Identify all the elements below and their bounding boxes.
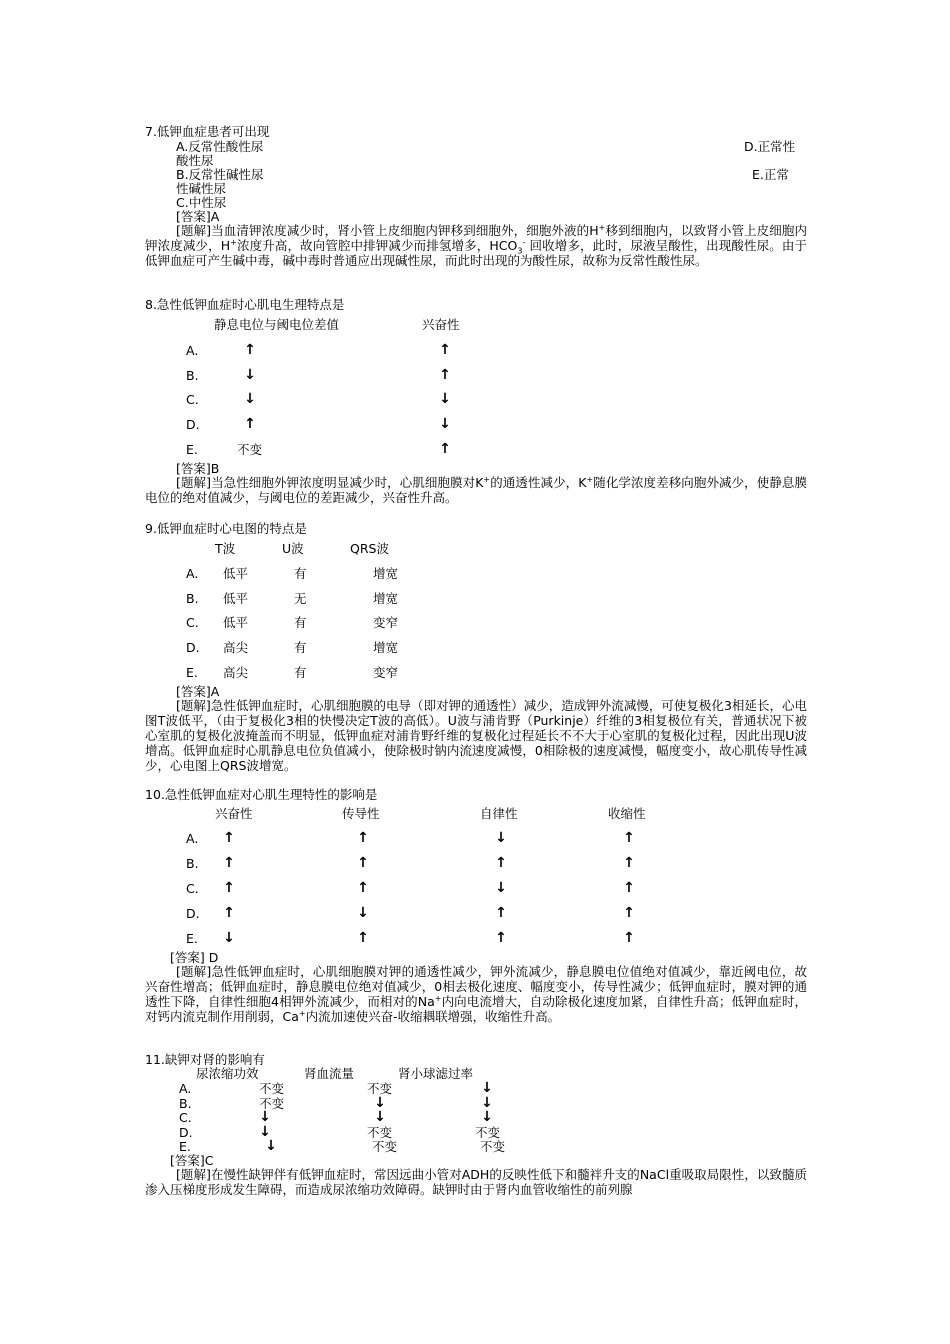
q8-cell: ↓ bbox=[439, 391, 451, 407]
q10-cell: ↑ bbox=[223, 905, 235, 921]
q11-cell: ↓ bbox=[481, 1109, 493, 1125]
q9-cell: 无 bbox=[294, 591, 307, 606]
q9-cell: 有 bbox=[294, 665, 307, 680]
q8-cell: ↑ bbox=[244, 416, 256, 432]
q10-cell: ↑ bbox=[495, 930, 507, 946]
q8-row-label: B. bbox=[186, 368, 199, 383]
q9-cell: 变窄 bbox=[373, 665, 399, 680]
q8-cell: ↓ bbox=[244, 367, 256, 383]
q9-cell: 有 bbox=[294, 566, 307, 581]
q11-row-label: D. bbox=[179, 1125, 193, 1140]
q11-explanation: [题解]在慢性缺钾伴有低钾血症时，常因远曲小管对ADH的反映性低下和髓袢升支的NaCl重吸取局限性，以致髓质渗入压梯度形成发生障碍，而造成尿浓缩功效障碍。缺钾时由于肾内血管收缩性的前列腺 bbox=[145, 1167, 807, 1197]
q10-answer: [答案] D bbox=[170, 950, 219, 965]
q10-row-label: D. bbox=[186, 906, 200, 921]
q10-cell: ↑ bbox=[623, 880, 635, 896]
q7-option-b: B.反常性碱性尿 bbox=[176, 167, 264, 182]
q9-cell: 增宽 bbox=[373, 640, 399, 655]
q9-row-label: A. bbox=[186, 566, 199, 581]
q8-cell: ↑ bbox=[439, 441, 451, 457]
q11-row-label: B. bbox=[179, 1096, 192, 1111]
q9-cell: 高尖 bbox=[223, 665, 249, 680]
q11-answer: [答案]C bbox=[170, 1153, 214, 1168]
q11-header-2: 肾血流量 bbox=[304, 1066, 355, 1081]
q11-row-label: C. bbox=[179, 1110, 192, 1125]
q10-header-1: 兴奋性 bbox=[215, 806, 253, 821]
q11-cell: ↓ bbox=[265, 1138, 277, 1154]
q10-explanation: [题解]急性低钾血症时，心肌细胞膜对钾的通透性减少，钾外流减少，静息膜电位值绝对值减少，靠近阈电位，故兴奋性增高；低钾血症时，静息膜电位绝对值减少，0相去极化速度、幅度变小，传导性减少；低钾血症时，膜对钾的通透性下降，自律性细胞4相钾外流减少，而相对的Na+内向电流增大，自动除极化速度加紧，自律性升高；低钾血症时，对钙内流克制作用削弱，Ca+内流加速使兴奋-收缩耦联增强，收缩性升高。 bbox=[145, 964, 807, 1024]
q11-cell: ↓ bbox=[481, 1095, 493, 1111]
q11-header-3: 肾小球滤过率 bbox=[398, 1066, 474, 1081]
q11-row-label: A. bbox=[179, 1081, 192, 1096]
q9-header-1: T波 bbox=[215, 541, 236, 556]
q10-cell: ↓ bbox=[495, 880, 507, 896]
q10-cell: ↑ bbox=[623, 830, 635, 846]
q8-row-label: D. bbox=[186, 417, 200, 432]
q10-cell: ↑ bbox=[223, 880, 235, 896]
q11-cell: 不变 bbox=[367, 1125, 393, 1140]
q9-row-label: E. bbox=[186, 665, 198, 680]
q7-option-c: C.中性尿 bbox=[176, 195, 227, 210]
q10-cell: ↓ bbox=[223, 930, 235, 946]
q10-header-2: 传导性 bbox=[342, 806, 380, 821]
q10-cell: ↑ bbox=[495, 855, 507, 871]
q11-cell: ↓ bbox=[259, 1124, 271, 1140]
q10-cell: ↓ bbox=[357, 905, 369, 921]
q10-cell: ↓ bbox=[495, 830, 507, 846]
q9-row-label: D. bbox=[186, 640, 200, 655]
q9-header-2: U波 bbox=[282, 541, 304, 556]
q9-explanation: [题解]急性低钾血症时，心肌细胞膜的电导（即对钾的通透性）减少，造成钾外流减慢，可使复极化3相延长，心电图T波低平，（由于复极化3相的快慢决定T波的高低）。U波与浦肯野（Purkinje）纤维的3相复极位有关，普通状况下被心室肌的复极化波掩盖而不明显，低钾血症对浦肯野纤维的复极化过程延长不不大于心室肌的复极化过程，因此出现U波增高。低钾血症时心肌静息电位负值减小，使除极时钠内流速度减慢，0相除极的速度减慢，幅度变小，故心肌传导性减少，心电图上QRS波增宽。 bbox=[145, 698, 807, 773]
q7-option-e: E.正常 bbox=[752, 167, 789, 182]
q8-answer: [答案]B bbox=[176, 461, 220, 476]
q11-row-label: E. bbox=[179, 1139, 191, 1154]
q7-option-a: A.反常性酸性尿 bbox=[176, 139, 264, 154]
q11-cell: 不变 bbox=[259, 1096, 285, 1111]
q9-cell: 增宽 bbox=[373, 591, 399, 606]
q10-row-label: B. bbox=[186, 856, 199, 871]
q8-explanation: [题解]当急性细胞外钾浓度明显减少时，心肌细胞膜对K+的通透性减少，K+随化学浓度差移向胞外减少，使静息膜电位的绝对值减少，与阈电位的差距减少，兴奋性升高。 bbox=[145, 474, 807, 505]
q10-cell: ↑ bbox=[495, 905, 507, 921]
q11-cell: ↓ bbox=[481, 1080, 493, 1096]
q10-cell: ↑ bbox=[623, 855, 635, 871]
q7-explanation: [题解]当血清钾浓度减少时，肾小管上皮细胞内钾移到细胞外，细胞外液的H+移到细胞内，以致肾小管上皮细胞内钾浓度减少，H+浓度升高，故向管腔中排钾减少而排氢增多，$HCO_3^-$ 回收增多，此时，尿液呈酸性，出现酸性尿。由于低钾血症可产生碱中毒，碱中毒时普通应出现碱性尿，而此时出现的为酸性尿，故称为反常性酸性尿。 bbox=[145, 222, 808, 268]
q9-row-label: B. bbox=[186, 591, 199, 606]
q10-cell: ↑ bbox=[623, 930, 635, 946]
q10-cell: ↑ bbox=[357, 830, 369, 846]
q9-cell: 低平 bbox=[223, 591, 249, 606]
q10-cell: ↑ bbox=[357, 930, 369, 946]
q8-cell: 不变 bbox=[237, 442, 263, 457]
q7-option-d: D.正常性 bbox=[744, 139, 796, 154]
q10-title: 10.急性低钾血症对心肌生理特性的影响是 bbox=[145, 787, 378, 802]
q11-cell: 不变 bbox=[372, 1139, 398, 1154]
q10-row-label: E. bbox=[186, 931, 198, 946]
q7-title: 7.低钾血症患者可出现 bbox=[145, 124, 270, 139]
q9-cell: 低平 bbox=[223, 566, 249, 581]
q11-cell: 不变 bbox=[480, 1139, 506, 1154]
q11-cell: 不变 bbox=[475, 1125, 501, 1140]
q10-cell: ↑ bbox=[357, 855, 369, 871]
q8-title: 8.急性低钾血症时心肌电生理特点是 bbox=[145, 297, 345, 312]
q9-answer: [答案]A bbox=[176, 684, 220, 699]
q9-cell: 有 bbox=[294, 640, 307, 655]
q10-cell: ↑ bbox=[223, 830, 235, 846]
q9-cell: 增宽 bbox=[373, 566, 399, 581]
q9-row-label: C. bbox=[186, 615, 199, 630]
q9-cell: 低平 bbox=[223, 615, 249, 630]
q8-row-label: C. bbox=[186, 392, 199, 407]
q9-cell: 有 bbox=[294, 615, 307, 630]
q8-cell: ↓ bbox=[244, 391, 256, 407]
q10-header-4: 收缩性 bbox=[608, 806, 646, 821]
q8-header-2: 兴奋性 bbox=[422, 317, 460, 332]
q8-cell: ↑ bbox=[244, 342, 256, 358]
q10-cell: ↑ bbox=[623, 905, 635, 921]
q7-answer: [答案]A bbox=[176, 209, 220, 224]
q8-cell: ↓ bbox=[439, 416, 451, 432]
q8-row-label: A. bbox=[186, 343, 199, 358]
q10-cell: ↑ bbox=[223, 855, 235, 871]
q10-header-3: 自律性 bbox=[480, 806, 518, 821]
q7-option-continuation-2: 性碱性尿 bbox=[176, 181, 227, 196]
q11-cell: ↓ bbox=[374, 1109, 386, 1125]
q9-cell: 高尖 bbox=[223, 640, 249, 655]
q9-title: 9.低钾血症时心电图的特点是 bbox=[145, 521, 307, 536]
q8-header-1: 静息电位与阈电位差值 bbox=[214, 317, 340, 332]
q11-title: 11.缺钾对肾的影响有 bbox=[145, 1052, 265, 1067]
q11-header-1: 尿浓缩功效 bbox=[196, 1066, 259, 1081]
q9-header-3: QRS波 bbox=[350, 541, 389, 556]
q8-row-label: E. bbox=[186, 442, 198, 457]
q10-row-label: A. bbox=[186, 831, 199, 846]
q8-cell: ↑ bbox=[439, 342, 451, 358]
q10-row-label: C. bbox=[186, 881, 199, 896]
q7-option-continuation-1: 酸性尿 bbox=[176, 153, 214, 168]
q11-cell: ↓ bbox=[374, 1095, 386, 1111]
q11-cell: 不变 bbox=[259, 1081, 285, 1096]
q11-cell: 不变 bbox=[367, 1081, 393, 1096]
q11-cell: ↓ bbox=[259, 1109, 271, 1125]
q8-cell: ↑ bbox=[439, 367, 451, 383]
q10-cell: ↑ bbox=[357, 880, 369, 896]
q9-cell: 变窄 bbox=[373, 615, 399, 630]
